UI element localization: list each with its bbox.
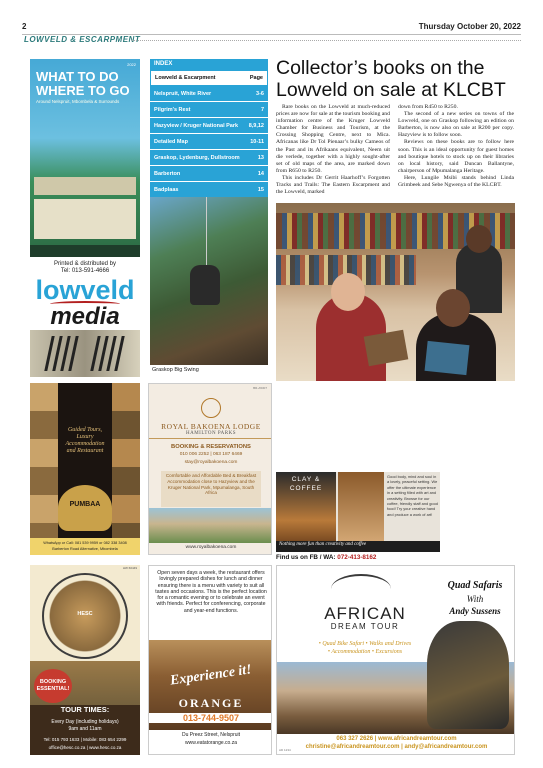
ad-footer-strip: [30, 245, 140, 257]
article-paragraph: This includes Dr Gerrit Haarhoff’s Forgotten Tracks and Trails: The Eastern Escarpment and the Lowveld, marked: [276, 174, 390, 196]
index-row-name: Hazyview / Kruger National Park: [154, 122, 239, 129]
article-photo: [276, 203, 515, 381]
lodge-emblem-icon: [201, 398, 221, 418]
ad-description: Open seven days a week, the restaurant offers lovingly prepared dishes for lunch and dinner ensuring there is a menu with variety to suit all tastes and occasions. This is the perfect location for a romantic evening or to celebrate an event with friends. Perfect for conferencing, corporate and year-end functions.: [155, 570, 267, 614]
booking-badge-line1: BOOKING: [39, 679, 67, 685]
ad-phone[interactable]: 013-744-9507: [149, 713, 272, 723]
tour-logo-icon: [331, 574, 391, 604]
index-row-page: 8,9,12: [248, 122, 264, 129]
quad-bike-photo: [427, 621, 509, 729]
index-row-name: Nelspruit, White River: [154, 90, 212, 97]
ad-slogan: Experience it!: [169, 662, 253, 689]
booking-badge-line2: ESSENTIAL!: [36, 686, 70, 692]
restaurant-logo: ORANGE: [178, 696, 244, 710]
index-row-name: Barberton: [154, 170, 181, 177]
contact-line: WhatsApp or Call: 081 539 9959 or 082 338 3408: [43, 541, 127, 545]
ad-thumbnail-grid: [34, 199, 136, 239]
printed-line2: Tel: 013-591-4666: [60, 268, 110, 274]
person-head: [466, 225, 492, 253]
index-row-page: 7: [260, 106, 264, 113]
ad-contact-line2[interactable]: christine@africandreamtour.com | andy@africandreamtour.com: [305, 744, 488, 750]
ad-title: AFRICAN: [324, 604, 406, 623]
section-name: LOWVELD & ESCARPMENT: [24, 35, 141, 44]
index-row[interactable]: [150, 118, 268, 134]
index-row-page: 15: [257, 186, 264, 193]
index-row-page: 14: [257, 170, 264, 177]
ad-thumbnail-strip: [34, 177, 136, 195]
section-divider: [132, 40, 521, 41]
article-headline-line1: Collector’s books on the: [276, 57, 485, 79]
ad-tagline: [60, 427, 110, 455]
index-row-name: Graskop, Lydenburg, Dullstroom: [154, 154, 240, 161]
index-row[interactable]: [150, 134, 268, 150]
lowveld-logo: lowveld: [35, 275, 135, 305]
tour-days: Every Day (including holidays): [51, 719, 119, 725]
clay-coffee-ad[interactable]: [276, 472, 440, 552]
ad-title-line1: WHAT TO DO: [36, 69, 119, 84]
ad-address: Du Preez Street, Nelspruit: [181, 732, 241, 738]
tagline-line: and Restaurant: [66, 448, 104, 454]
index-row[interactable]: [150, 86, 268, 102]
ad-services-line2: • Accommodation • Excursions: [327, 649, 403, 655]
book: [364, 330, 409, 366]
index-row[interactable]: [150, 182, 268, 198]
pumbaa-ad[interactable]: [30, 383, 140, 555]
swing-rope: [206, 197, 207, 267]
ad-phones: Tel: 015 793 1633 | Mobile: 083 654 2299: [43, 737, 127, 742]
ad-photo-strip: [112, 383, 140, 555]
index-row-name: Badplaas: [154, 186, 179, 193]
ad-contact-line: [276, 554, 376, 561]
ad-title-line2: WHERE TO GO: [36, 83, 130, 98]
index-row-page: 3-6: [256, 90, 264, 97]
tour-times-heading: TOUR TIMES:: [30, 705, 140, 717]
ad-photo-person: [338, 472, 384, 541]
ad-code: HW 60449: [122, 566, 137, 570]
what-to-do-ad[interactable]: [30, 59, 140, 257]
tagline-line: Luxury Accommodation: [65, 434, 105, 447]
ad-year: 2022: [127, 62, 136, 67]
ad-photo-strip: [30, 383, 58, 555]
ad-services-line1: • Quad Bike Safari • Walks and Drives: [318, 641, 412, 647]
hesc-ad[interactable]: [30, 565, 140, 755]
article-paragraph: Here, Lungile Msibi stands behind Linda Grimbeek and Sebe Ngwenya of the KLCBT.: [398, 174, 514, 189]
ad-description: Comfortable and Affordable Bed & Breakfast Accommodation close to Hazyview and the Kruger National Park, Mpumalanga, South Africa: [165, 473, 257, 496]
ad-booking-heading: BOOKING & RESERVATIONS: [171, 444, 251, 450]
index-column-header: [150, 70, 268, 86]
person-head: [331, 273, 365, 311]
index-row[interactable]: [150, 166, 268, 182]
article-headline-line2: Lowveld on sale at KLCBT: [276, 79, 506, 101]
ad-subtitle: DREAM TOUR: [330, 622, 400, 631]
ad-code: BR-A5307: [253, 386, 267, 390]
ad-phones: 010 006 2252 | 063 187 6469: [179, 452, 243, 457]
ad-tagline: Nothing more fun than creativity and coffee: [279, 542, 367, 547]
royal-bakoena-ad[interactable]: [148, 383, 272, 555]
swing-person: [190, 265, 220, 305]
article-column-1: [276, 104, 390, 196]
article-paragraph: The second of a new series on towns of the Lowveld, one on Graskop following an edition on Barberton, is now also on sale at R200 per copy. Hazyview is to follow soon.: [398, 111, 514, 139]
index-row-page: 10-11: [250, 138, 264, 145]
ad-contact-line1[interactable]: 063 327 2626 | www.africandreamtour.com: [336, 736, 457, 742]
ad-logo-line1: CLAY &: [291, 476, 321, 483]
printed-line1: Printed & distributed by: [53, 261, 117, 267]
photo-caption: Graskop Big Swing: [152, 367, 199, 373]
index-row-name: Pilgrim's Rest: [154, 106, 191, 113]
media-logo: media: [50, 303, 120, 330]
ad-email[interactable]: office@hesc.co.za | www.hesc.co.za: [48, 745, 122, 750]
article-paragraph: Reviews on these books are to follow here soon. This is an ideal opportunity for guest homes and boutique hotels to stock up on their libraries on local history, said Duncan Ballantyne, chairperson of Mpumalanga Heritage.: [398, 139, 514, 174]
lodge-photo: [149, 508, 272, 543]
tagline-line: Guided Tours,: [67, 427, 103, 433]
african-dream-tour-ad[interactable]: [276, 565, 515, 755]
ad-url[interactable]: www.eatatorange.co.za: [185, 740, 237, 746]
orange-restaurant-ad[interactable]: [148, 565, 272, 755]
index-row-name: Detailed Map: [154, 138, 188, 145]
ad-description: Good body, mind and soul in a lovely, peaceful setting. We offer the ultimate experience in a setting filled with art and creativity. Browse for our coffee, friendly staff and good food! Try your creative hand and produce a work of art!: [387, 474, 438, 517]
ad-logo-line2: COFFEE: [289, 485, 323, 492]
contact-prefix: Find us on FB / WA:: [276, 554, 338, 561]
ad-email[interactable]: stay@royalbakoena.com: [184, 460, 238, 465]
index-row[interactable]: [150, 102, 268, 118]
book: [425, 341, 470, 375]
index-row-page: 13: [257, 154, 264, 161]
article-paragraph: Rare books on the Lowveld at much-reduced prices are now for sale at the tourism booking and information centre of the Kruger Lowveld Chamber for Business and Tourism, at the Crossing Shopping Centre, next to Mica. Africanas like Dr Tol Pienaar’s bulky Cameos of the Past and its Afrikaans equivalent, Neem uit die verlede, together with a highly sought-after set of old maps of the area, are marked down from R650 to R250.: [276, 104, 390, 174]
index-row[interactable]: [150, 150, 268, 166]
contact-number[interactable]: 072-413-8162: [337, 554, 377, 561]
zebra-photo: [30, 330, 140, 377]
ad-subtitle: HAMILTON PARKS: [149, 431, 272, 439]
emblem-text: HESC: [77, 611, 93, 617]
page-number: 2: [22, 22, 27, 31]
quad-heading-line3: Andy Sussens: [449, 606, 501, 616]
big-swing-photo: [150, 197, 268, 365]
ad-contact: [32, 540, 138, 552]
ad-brand-name: PUMBAA: [69, 501, 101, 508]
tour-hours: 9am and 11am: [68, 726, 102, 732]
ad-code: AD 1234: [279, 748, 291, 752]
index-col-page: Page: [249, 75, 263, 81]
quad-heading-line2: With: [466, 594, 484, 604]
printed-by: [30, 261, 140, 275]
article-paragraph: down from R450 to R250.: [398, 104, 458, 110]
issue-date: Thursday October 20, 2022: [418, 22, 521, 31]
warthog-logo: [58, 485, 112, 531]
ad-subtitle: Around Nelspruit, Mbombela & Surrounds: [36, 99, 120, 104]
article-column-2: [398, 104, 514, 189]
index-col-name: Lowveld & Escarpment: [155, 75, 216, 81]
index-header: INDEX: [150, 59, 268, 70]
quad-heading-line1: Quad Safaris: [447, 580, 503, 591]
person-head: [436, 289, 470, 327]
ad-url[interactable]: www.royalbakoena.com: [185, 545, 237, 550]
contact-line: Barberton Road Alternative, Mbombela: [52, 547, 118, 551]
ad-title: ROYAL BAKOENA LODGE: [161, 422, 261, 431]
